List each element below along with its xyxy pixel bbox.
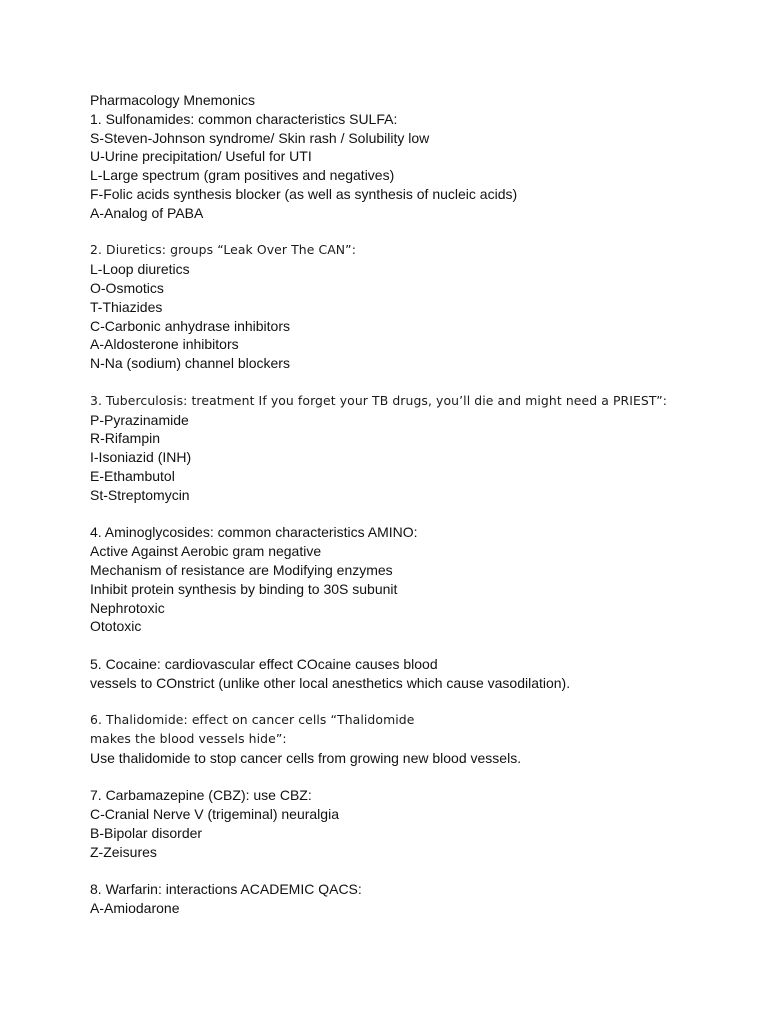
list-item: Ototoxic [90, 618, 142, 635]
list-item: Mechanism of resistance are Modifying enzymes [90, 561, 393, 578]
paragraph-spacer [90, 636, 730, 655]
paragraph-spacer [90, 693, 730, 712]
section-tuberculosis [90, 392, 730, 505]
list-item: Z-Zeisures [90, 843, 157, 860]
list-item: Inhibit protein synthesis by binding to 30S subunit [90, 580, 398, 597]
section-cocaine [90, 655, 730, 693]
list-item: Nephrotoxic [90, 599, 165, 616]
paragraph-spacer [90, 768, 730, 787]
list-item: B-Bipolar disorder [90, 825, 203, 842]
section-aminoglycosides [90, 523, 730, 636]
list-item: E-Ethambutol [90, 467, 175, 484]
list-item: A-Analog of PABA [90, 204, 204, 221]
list-item: St-Streptomycin [90, 486, 190, 503]
list-item: R-Rifampin [90, 430, 161, 447]
paragraph-spacer [90, 862, 730, 881]
list-item: Use thalidomide to stop cancer cells from growing new blood vessels. [90, 749, 522, 766]
list-item: L-Large spectrum (gram positives and negatives) [90, 167, 395, 184]
section-warfarin [90, 880, 730, 918]
list-item: C-Cranial Nerve V (trigeminal) neuralgia [90, 806, 339, 823]
paragraph-spacer [90, 223, 730, 242]
section-heading: 3. Tuberculosis: treatment If you forget your TB drugs, you’ll die and might need a PRIEST”: [90, 392, 668, 408]
list-item: Active Against Aerobic gram negative [90, 543, 322, 560]
list-item: P-Pyrazinamide [90, 411, 189, 428]
list-item: C-Carbonic anhydrase inhibitors [90, 317, 290, 334]
list-item: vessels to COnstrict (unlike other local anesthetics which cause vasodilation). [90, 674, 571, 691]
section-thalidomide [90, 711, 730, 767]
section-heading: 8. Warfarin: interactions ACADEMIC QACS: [90, 881, 362, 898]
section-heading: 2. Diuretics: groups “Leak Over The CAN”: [90, 242, 356, 258]
list-item: N-Na (sodium) channel blockers [90, 355, 290, 372]
paragraph-spacer [90, 373, 730, 392]
paragraph-spacer [90, 505, 730, 524]
list-item: U-Urine precipitation/ Useful for UTI [90, 148, 312, 165]
section-heading: 4. Aminoglycosides: common characteristics AMINO: [90, 524, 418, 541]
list-item: O-Osmotics [90, 279, 164, 296]
list-item: A-Aldosterone inhibitors [90, 336, 239, 353]
section-diuretics [90, 241, 730, 373]
list-item: S-Steven-Johnson syndrome/ Skin rash / Solubility low [90, 129, 430, 146]
section-heading: 1. Sulfonamides: common characteristics SULFA: [90, 110, 398, 127]
list-item: F-Folic acids synthesis blocker (as well as synthesis of nucleic acids) [90, 185, 518, 202]
list-item: A-Amiodarone [90, 900, 180, 917]
section-heading: 7. Carbamazepine (CBZ): use CBZ: [90, 787, 312, 804]
document-title: Pharmacology Mnemonics [90, 92, 255, 108]
section-heading: 6. Thalidomide: effect on cancer cells “Thalidomide [90, 712, 415, 728]
section-heading-continued: makes the blood vessels hide”: [90, 731, 287, 747]
section-heading: 5. Cocaine: cardiovascular effect COcaine causes blood [90, 655, 438, 672]
list-item: I-Isoniazid (INH) [90, 449, 192, 466]
list-item: T-Thiazides [90, 298, 163, 315]
list-item: L-Loop diuretics [90, 261, 190, 278]
section-carbamazepine [90, 786, 730, 861]
section-sulfonamides [90, 110, 730, 223]
document-body [90, 91, 730, 918]
